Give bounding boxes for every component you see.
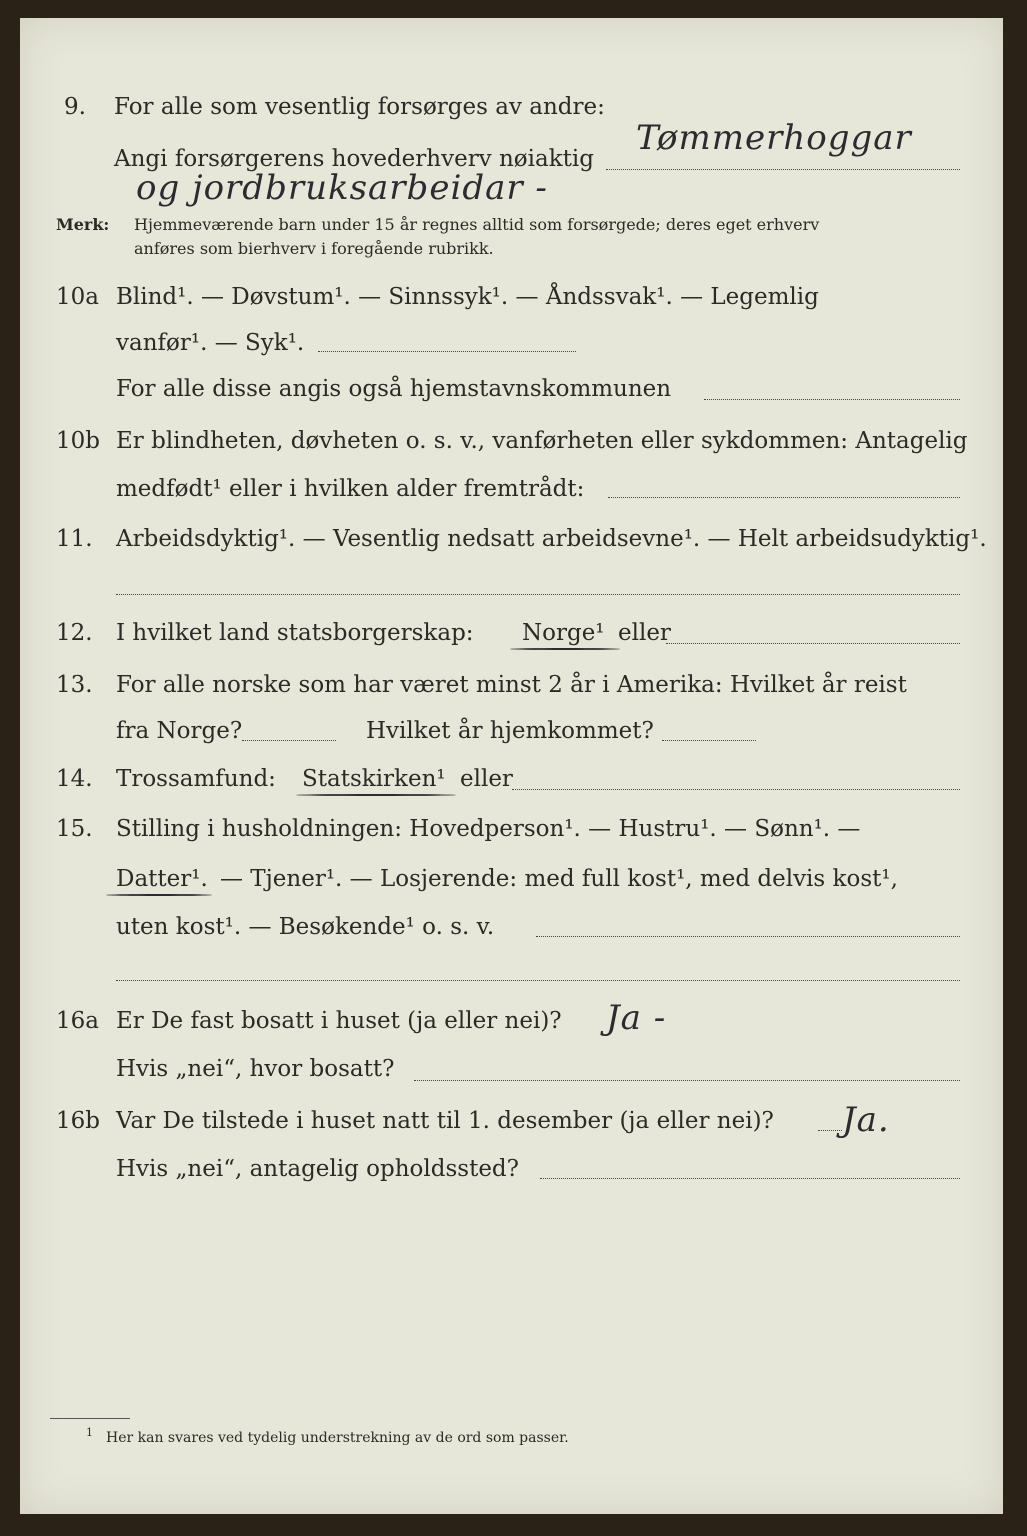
q15-number: 15.: [56, 816, 93, 842]
q13-line2b: Hvilket år hjemkommet?: [366, 718, 654, 744]
q15-line1: Stilling i husholdningen: Hovedperson¹. — Hustru¹. — Sønn¹. —: [116, 816, 861, 842]
q16b-number: 16b: [56, 1108, 100, 1134]
q16b-dotted-line-1: [818, 1130, 842, 1131]
q9-handwritten-answer-2: og jordbruksarbeidar -: [136, 168, 548, 208]
footnote-text: Her kan svares ved tydelig understrekning av de ord som passer.: [106, 1430, 569, 1446]
footnote-mark: 1: [86, 1426, 93, 1439]
q9-line1: For alle som vesentlig forsørges av andre:: [114, 94, 605, 120]
q14-number: 14.: [56, 766, 93, 792]
q10a-line2: vanfør¹. — Syk¹.: [116, 330, 305, 356]
q16b-handwritten-answer: Ja.: [842, 1100, 890, 1140]
q16a-number: 16a: [56, 1008, 99, 1034]
q10a-line3: For alle disse angis også hjemstavnskommunen: [116, 376, 672, 402]
census-form-page: [20, 18, 1003, 1514]
q10b-number: 10b: [56, 428, 100, 454]
q16b-line2: Hvis „nei“, antagelig opholdssted?: [116, 1156, 519, 1182]
q9-dotted-line: [606, 169, 960, 170]
q10b-line1: Er blindheten, døvheten o. s. v., vanførheten eller sykdommen: Antagelig: [116, 428, 968, 454]
q16a-line2: Hvis „nei“, hvor bosatt?: [116, 1056, 395, 1082]
q11-dotted-line: [116, 594, 960, 595]
q16a-dotted-line: [414, 1080, 960, 1081]
merk-line2: anføres som bierhverv i foregående rubrikk.: [134, 239, 494, 258]
q15-dotted-line-1: [536, 936, 960, 937]
q15-line2b: — Tjener¹. — Losjerende: med full kost¹, med delvis kost¹,: [220, 866, 898, 892]
q15-option-datter: Datter¹.: [116, 866, 208, 892]
q10a-dotted-line-1: [318, 351, 576, 352]
q11-line1: Arbeidsdyktig¹. — Vesentlig nedsatt arbeidsevne¹. — Helt arbeidsudyktig¹.: [116, 526, 987, 552]
q14-text: Trossamfund:: [116, 766, 276, 792]
q16a-handwritten-answer: Ja -: [606, 998, 667, 1038]
q12-tail: eller: [618, 620, 671, 646]
merk-label: Merk:: [56, 215, 110, 234]
q13-line2a: fra Norge?: [116, 718, 243, 744]
footnote-rule: [50, 1418, 130, 1419]
q12-number: 12.: [56, 620, 93, 646]
q15-underline-mark: [106, 894, 212, 896]
q12-dotted-line: [666, 643, 960, 644]
q11-number: 11.: [56, 526, 93, 552]
q15-dotted-line-2: [116, 980, 960, 981]
q10a-dotted-line-2: [704, 399, 960, 400]
merk-line1: Hjemmeværende barn under 15 år regnes alltid som forsørgede; deres eget erhverv: [134, 215, 820, 234]
q13-dotted-line-2: [662, 740, 756, 741]
q13-line1: For alle norske som har været minst 2 år i Amerika: Hvilket år reist: [116, 672, 907, 698]
q10b-line2: medfødt¹ eller i hvilken alder fremtrådt:: [116, 476, 585, 502]
q14-dotted-line: [512, 789, 960, 790]
q14-underline-mark: [296, 794, 456, 796]
q12-underline-mark: [510, 648, 620, 650]
q9-number: 9.: [64, 94, 86, 120]
q9-handwritten-answer-1: Tømmerhoggar: [636, 118, 912, 158]
q16a-line1: Er De fast bosatt i huset (ja eller nei)?: [116, 1008, 562, 1034]
q9-line2: Angi forsørgerens hovederhverv nøiaktig: [114, 146, 594, 172]
q16b-line1: Var De tilstede i huset natt til 1. desember (ja eller nei)?: [116, 1108, 774, 1134]
q16b-dotted-line-2: [540, 1178, 960, 1179]
q14-option-statskirken: Statskirken¹: [302, 766, 446, 792]
q12-text: I hvilket land statsborgerskap:: [116, 620, 474, 646]
q12-option-norge: Norge¹: [522, 620, 605, 646]
q13-number: 13.: [56, 672, 93, 698]
q10b-dotted-line: [608, 497, 960, 498]
q13-dotted-line-1: [242, 740, 336, 741]
q14-tail: eller: [460, 766, 513, 792]
q10a-number: 10a: [56, 284, 99, 310]
q10a-line1: Blind¹. — Døvstum¹. — Sinnssyk¹. — Åndssvak¹. — Legemlig: [116, 284, 819, 310]
q15-line3: uten kost¹. — Besøkende¹ o. s. v.: [116, 914, 495, 940]
